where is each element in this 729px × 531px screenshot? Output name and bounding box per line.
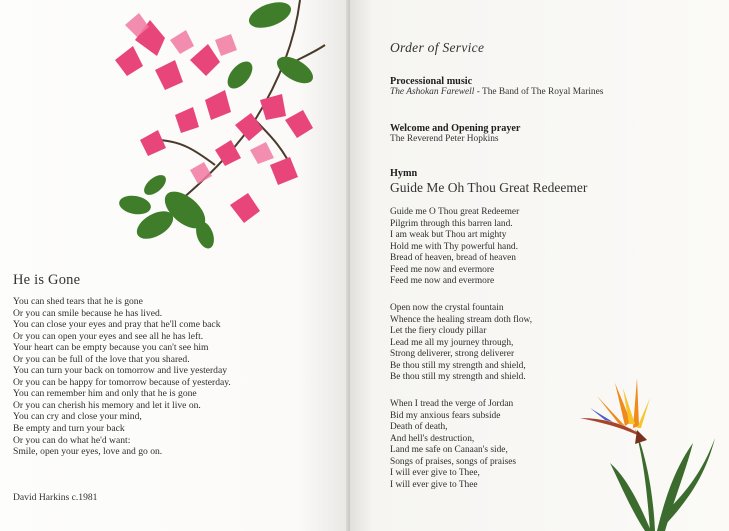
hymn-line: Be thou still my strength and shield. — [390, 372, 526, 383]
hymn-line: And hell's destruction, — [390, 433, 475, 444]
poem-line: Or you can do what he'd want: — [13, 434, 131, 446]
hymn-line: Whence the healing stream doth flow, — [390, 314, 533, 325]
welcome-section — [390, 123, 520, 144]
hymn-line: Guide me O Thou great Redeemer — [390, 207, 520, 217]
poem-title: He is Gone — [13, 272, 81, 288]
hymn-line: When I tread the verge of Jordan — [390, 399, 514, 409]
hymn-verse-3 — [390, 399, 516, 491]
hymn-line: Strong deliverer, strong deliverer — [390, 349, 515, 360]
welcome-label: Welcome and Opening prayer — [390, 123, 521, 134]
hymn-line: Feed me now and evermore — [390, 264, 495, 275]
hymn-line: Bread of heaven, bread of heaven — [390, 253, 516, 264]
poem-line: Or you can open your eyes and see all he has left. — [13, 330, 204, 342]
poem-line: Or you can smile because he has lived. — [13, 307, 163, 319]
poem-author: David Harkins c.1981 — [13, 492, 98, 503]
hymn-line: Pilgrim through this barren land. — [390, 218, 513, 229]
poem-line: You can cry and close your mind, — [13, 411, 142, 423]
poem-line: You can shed tears that he is gone — [13, 296, 143, 307]
poem-line: You can close your eyes and pray that he'll come back — [13, 319, 221, 331]
hymn-line: Let the fiery cloudy pillar — [390, 326, 487, 337]
hymn-line: Lead me all my journey through, — [390, 337, 514, 348]
poem-line: Be empty and turn your back — [13, 423, 125, 435]
hymn-line: Land me safe on Canaan's side, — [390, 445, 508, 456]
hymn-section-header — [390, 168, 587, 196]
hymn-line: Songs of praises, songs of praises — [390, 456, 517, 467]
processional-section — [390, 76, 603, 97]
hymn-verse-1 — [390, 207, 519, 288]
poem-text — [13, 296, 231, 458]
hymn-line: Open now the crystal fountain — [390, 303, 504, 313]
poem-line: Or you can cherish his memory and let it live on. — [13, 399, 201, 411]
hymn-line: Feed me now and evermore — [390, 276, 495, 287]
hymn-line: Be thou still my strength and shield, — [390, 360, 526, 371]
right-page — [350, 0, 729, 531]
processional-detail — [390, 87, 603, 97]
hymn-label: Hymn — [390, 168, 418, 179]
order-of-service-heading: Order of Service — [390, 40, 485, 55]
poem-line: Or you can be full of the love that you shared. — [13, 353, 190, 365]
bougainvillea-flower-image — [95, 0, 350, 268]
hymn-line: Hold me with Thy powerful hand. — [390, 241, 518, 252]
processional-piece: The Ashokan Farewell — [390, 87, 475, 97]
poem-line: Smile, open your eyes, love and go on. — [13, 446, 163, 458]
poem-line: Or you can be happy for tomorrow because of yesterday. — [13, 376, 231, 388]
processional-performer: - The Band of The Royal Marines — [474, 87, 604, 97]
hymn-line: Death of death, — [390, 422, 448, 433]
left-page — [0, 0, 350, 531]
hymn-line: Bid my anxious fears subside — [390, 410, 501, 421]
hymn-verse-2 — [390, 303, 532, 384]
welcome-officiant: The Reverend Peter Hopkins — [390, 134, 499, 144]
hymn-line: I will ever give to Thee — [390, 479, 478, 490]
bird-of-paradise-flower-image — [575, 358, 725, 531]
poem-line: You can turn your back on tomorrow and live yesterday — [13, 365, 228, 377]
poem-line: You can remember him and only that he is gone — [13, 388, 197, 400]
poem-line: Your heart can be empty because you can't see him — [13, 342, 209, 354]
processional-label: Processional music — [390, 76, 473, 87]
hymn-line: I will ever give to Thee, — [390, 468, 480, 479]
hymn-line: I am weak but Thou art mighty — [390, 230, 507, 241]
hymn-title: Guide Me Oh Thou Great Redeemer — [390, 180, 588, 195]
